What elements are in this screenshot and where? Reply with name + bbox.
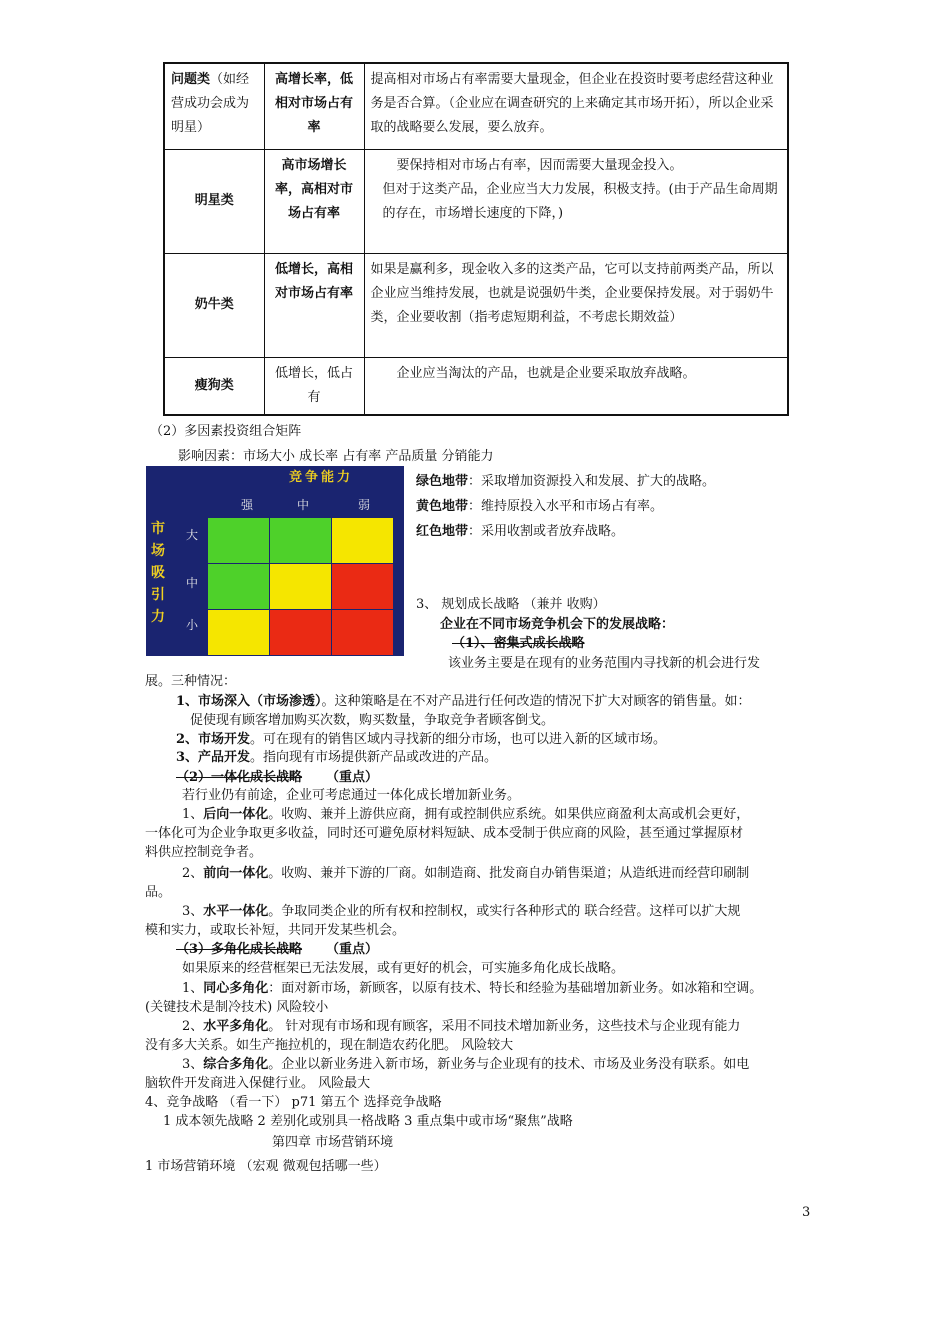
list-item: 3、产品开发。指向现有市场提供新产品或改进的产品。 — [176, 750, 498, 765]
section-heading: （2）多因素投资组合矩阵 — [150, 424, 302, 439]
matrix-cell-green — [208, 518, 269, 563]
strategy-title: （3）多角化成长战略 （重点） — [176, 942, 379, 957]
list-item-cont: 品。 — [145, 885, 172, 900]
list-item-cont: 料供应控制竞争者。 — [145, 845, 263, 860]
category-cell: 瘦狗类 — [164, 357, 264, 415]
zone-green: 绿色地带：采取增加资源投入和发展、扩大的战略。 — [416, 474, 716, 489]
feature-cell: 高市场增长率，高相对市场占有率 — [264, 149, 364, 253]
zone-red: 红色地带：采用收割或者放弃战略。 — [416, 524, 625, 539]
list-item: 1、同心多角化：面对新市场，新顾客，以原有技术、特长和经验为基础增加新业务。如冰箱和空调。 — [182, 981, 763, 996]
list-item-cont: 没有多大关系。如生产拖拉机的，现在制造农药化肥。 风险较大 — [145, 1038, 514, 1053]
page-number: 3 — [802, 1205, 811, 1220]
table-row — [164, 149, 788, 253]
ge-matrix-image — [146, 466, 404, 656]
category-cell: 奶牛类 — [164, 253, 264, 357]
feature-cell: 低增长，高相对市场占有率 — [264, 253, 364, 357]
list-item: 1、后向一体化。收购、兼并上游供应商，拥有或控制供应系统。如果供应商盈利太高或机会更好， — [182, 807, 750, 822]
strategy-cell: 如果是赢利多，现金收入多的这类产品，它可以支持前两类产品，所以企业应当维持发展，也就是说强奶牛类，企业要保持发展。对于弱奶牛类，企业要收割（指考虑短期利益，不考虑长期效益） — [364, 253, 788, 357]
row-label: 小 — [186, 618, 199, 632]
bcg-matrix-table — [163, 62, 789, 416]
strategy-title: （1）、密集式成长战略 — [452, 636, 585, 651]
table-row — [164, 253, 788, 357]
strategy-cell: 企业应当淘汰的产品，也就是企业要采取放弃战略。 — [364, 357, 788, 415]
matrix-cell-yellow — [332, 518, 393, 563]
section-heading: 4、竞争战略 （看一下） p71 第五个 选择竞争战略 — [145, 1095, 442, 1110]
subheading: 企业在不同市场竞争机会下的发展战略： — [440, 617, 675, 632]
list-item-cont: 促使现有顾客增加购买次数，购买数量，争取竞争者顾客倒戈。 — [190, 713, 555, 728]
feature-cell: 低增长，低占有 — [264, 357, 364, 415]
list-item: 2、水平多角化。 针对现有市场和现有顾客，采用不同技术增加新业务，这些技术与企业现有能力 — [182, 1019, 741, 1034]
list-item: 3、水平一体化。争取同类企业的所有权和控制权，或实行各种形式的 联合经营。这样可以扩大规 — [182, 904, 741, 919]
zone-yellow: 黄色地带：维持原投入水平和市场占有率。 — [416, 499, 664, 514]
paragraph: 该业务主要是在现有的业务范围内寻找新的机会进行发 — [448, 656, 761, 671]
strategy-title: （2）一体化成长战略 （重点） — [176, 770, 379, 785]
table-row — [164, 63, 788, 149]
paragraph: 1 成本领先战略 2 差别化或别具一格战略 3 重点集中或市场“聚焦”战略 — [163, 1114, 573, 1129]
matrix-cell-green — [270, 518, 331, 563]
col-label: 中 — [297, 498, 310, 512]
col-label: 强 — [241, 498, 254, 512]
list-item-cont: 一体化可为企业争取更多收益，同时还可避免原材料短缺、成本受制于供应商的风险，甚至通过掌握原材 — [145, 826, 744, 841]
list-item: 3、综合多角化。企业以新业务进入新市场，新业务与企业现有的技术、市场及业务没有联系。如电 — [182, 1057, 750, 1072]
matrix-cell-red — [332, 564, 393, 609]
list-item: 2、前向一体化。收购、兼并下游的厂商。如制造商、批发商自办销售渠道；从造纸进而经营印刷制 — [182, 866, 750, 881]
paragraph: 展。三种情况： — [145, 674, 237, 689]
list-item: 1、市场深入（市场渗透）。这种策略是在不对产品进行任何改造的情况下扩大对顾客的销售量。如： — [176, 694, 751, 709]
row-label: 大 — [186, 528, 199, 542]
paragraph: 1 市场营销环境 （宏观 微观包括哪一些） — [145, 1159, 387, 1174]
factors-line: 影响因素：市场大小 成长率 占有率 产品质量 分销能力 — [178, 449, 494, 464]
table-row — [164, 357, 788, 415]
matrix-ylabel: 市 场 吸 引 力 — [151, 521, 165, 625]
paragraph: 如果原来的经营框架已无法发展，或有更好的机会，可实施多角化成长战略。 — [182, 961, 625, 976]
matrix-cell-red — [270, 610, 331, 655]
row-label: 中 — [186, 576, 199, 590]
matrix-cell-green — [208, 564, 269, 609]
list-item-cont: 模和实力，或取长补短，共同开发某些机会。 — [145, 923, 406, 938]
matrix-cell-yellow — [208, 610, 269, 655]
list-item-cont: 脑软件开发商进入保健行业。 风险最大 — [145, 1076, 371, 1091]
category-cell: 问题类（如经营成功会成为明星） — [164, 63, 264, 149]
category-cell: 明星类 — [164, 149, 264, 253]
strategy-cell: 要保持相对市场占有率，因而需要大量现金投入。 但对于这类产品，企业应当大力发展，积极支持。(由于产品生命周期的存在，市场增长速度的下降，) — [364, 149, 788, 253]
list-item-cont: (关键技术是制冷技术) 风险较小 — [145, 1000, 329, 1015]
col-label: 弱 — [358, 498, 371, 512]
strategy-cell: 提高相对市场占有率需要大量现金，但企业在投资时要考虑经营这种业务是否合算。（企业应在调查研究的上来确定其市场开拓），所以企业采取的战略要么发展，要么放弃。 — [364, 63, 788, 149]
feature-cell: 高增长率，低相对市场占有率 — [264, 63, 364, 149]
list-item: 2、市场开发。可在现有的销售区域内寻找新的细分市场，也可以进入新的区域市场。 — [176, 732, 667, 747]
chapter-title: 第四章 市场营销环境 — [272, 1135, 394, 1150]
section-heading: 3、 规划成长战略 （兼并 收购） — [416, 597, 606, 612]
matrix-cell-yellow — [270, 564, 331, 609]
matrix-title: 竞争能力 — [288, 470, 353, 485]
matrix-cell-red — [332, 610, 393, 655]
paragraph: 若行业仍有前途，企业可考虑通过一体化成长增加新业务。 — [182, 788, 521, 803]
